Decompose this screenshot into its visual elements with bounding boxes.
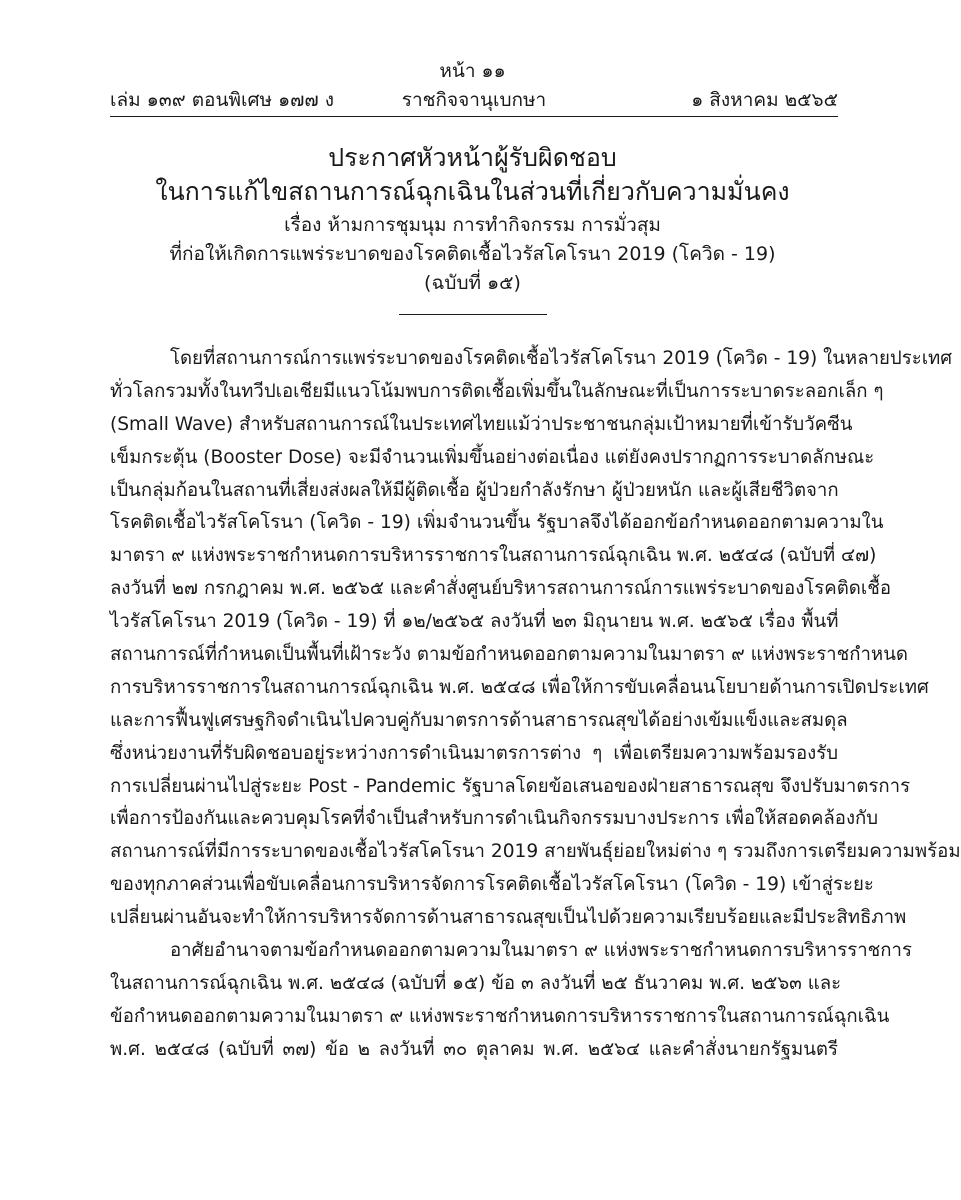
body-line: ซึ่งหน่วยงานที่รับผิดชอบอยู่ระหว่างการดำเนินมาตรการต่าง ๆ เพื่อเตรียมความพร้อมรองรับ xyxy=(110,742,838,764)
subject-line-1: เรื่อง ห้ามการชุมนุม การทำกิจกรรม การมั่วสุม xyxy=(284,214,661,236)
body-line: เข็มกระตุ้น (Booster Dose) จะมีจำนวนเพิ่มขึ้นอย่างต่อเนื่อง แต่ยังคงปรากฏการระบาดลักษณะ xyxy=(110,446,875,468)
header-divider xyxy=(110,116,838,117)
title-line-1: ประกาศหัวหน้าผู้รับผิดชอบ xyxy=(328,143,617,172)
running-header xyxy=(110,87,838,115)
title-line-2: ในการแก้ไขสถานการณ์ฉุกเฉินในส่วนที่เกี่ยวกับความมั่นคง xyxy=(155,177,790,206)
body-line: การบริหารราชการในสถานการณ์ฉุกเฉิน พ.ศ. ๒๕๔๘ เพื่อให้การขับเคลื่อนนโยบายด้านการเปิดประเทศ xyxy=(110,676,929,698)
body-line: พ.ศ. ๒๕๔๘ (ฉบับที่ ๓๗) ข้อ ๒ ลงวันที่ ๓๐ ตุลาคม พ.ศ. ๒๕๖๔ และคำสั่งนายกรัฐมนตรี xyxy=(110,1038,838,1060)
body-line: ลงวันที่ ๒๗ กรกฎาคม พ.ศ. ๒๕๖๕ และคำสั่งศูนย์บริหารสถานการณ์การแพร่ระบาดของโรคติดเชื้อ xyxy=(110,578,891,600)
body-line: การเปลี่ยนผ่านไปสู่ระยะ Post - Pandemic รัฐบาลโดยข้อเสนอของฝ่ายสาธารณสุข จึงปรับมาตรการ xyxy=(110,775,911,797)
body-line: เปลี่ยนผ่านอันจะทำให้การบริหารจัดการด้านสาธารณสุขเป็นไปด้วยความเรียบร้อยและมีประสิทธิภาพ xyxy=(110,907,907,929)
body-line: โรคติดเชื้อไวรัสโคโรนา (โควิด - 19) เพิ่มจำนวนขึ้น รัฐบาลจึงได้ออกข้อกำหนดออกตามความใน xyxy=(110,512,884,534)
body-line: ไวรัสโคโรนา 2019 (โควิด - 19) ที่ ๑๒/๒๕๖๕ ลงวันที่ ๒๓ มิถุนายน พ.ศ. ๒๕๖๕ เรื่อง พื้นที่ xyxy=(110,611,839,633)
body-line: เป็นกลุ่มก้อนในสถานที่เสี่ยงส่งผลให้มีผู้ติดเชื้อ ผู้ป่วยกำลังรักษา ผู้ป่วยหนัก และผู้เสียชีวิตจาก xyxy=(110,479,839,501)
body-paragraph xyxy=(110,343,961,1067)
edition-number: (ฉบับที่ ๑๕) xyxy=(424,272,521,294)
body-line: อาศัยอำนาจตามข้อกำหนดออกตามความในมาตรา ๙ แห่งพระราชกำหนดการบริหารราชการ xyxy=(170,940,912,962)
body-line: ของทุกภาคส่วนเพื่อขับเคลื่อนการบริหารจัดการโรคติดเชื้อไวรัสโคโรนา (โควิด - 19) เข้าสู่ระยะ xyxy=(110,874,874,896)
body-line: ข้อกำหนดออกตามความในมาตรา ๙ แห่งพระราชกำหนดการบริหารราชการในสถานการณ์ฉุกเฉิน xyxy=(110,1005,890,1027)
body-line: มาตรา ๙ แห่งพระราชกำหนดการบริหารราชการในสถานการณ์ฉุกเฉิน พ.ศ. ๒๕๔๘ (ฉบับที่ ๔๗) xyxy=(110,545,877,567)
body-line: สถานการณ์ที่กำหนดเป็นพื้นที่เฝ้าระวัง ตามข้อกำหนดออกตามความในมาตรา ๙ แห่งพระราชกำหนด xyxy=(110,644,908,666)
body-line: ในสถานการณ์ฉุกเฉิน พ.ศ. ๒๕๔๘ (ฉบับที่ ๑๕) ข้อ ๓ ลงวันที่ ๒๕ ธันวาคม พ.ศ. ๒๕๖๓ และ xyxy=(110,972,842,994)
body-line: ทั่วโลกรวมทั้งในทวีปเอเชียมีแนวโน้มพบการติดเชื้อเพิ่มขึ้นในลักษณะที่เป็นการระบาดระลอกเล็ก ๆ xyxy=(110,380,884,402)
body-line: และการฟื้นฟูเศรษฐกิจดำเนินไปควบคู่กับมาตรการด้านสาธารณสุขได้อย่างเข้มแข็งและสมดุล xyxy=(110,709,848,731)
page-number: หน้า ๑๑ xyxy=(439,60,506,82)
body-line: เพื่อการป้องกันและควบคุมโรคที่จำเป็นสำหรับการดำเนินกิจกรรมบางประการ เพื่อให้สอดคล้องกับ xyxy=(110,808,879,830)
body-line: สถานการณ์ที่มีการระบาดของเชื้อไวรัสโคโรนา 2019 สายพันธุ์ย่อยใหม่ต่าง ๆ รวมถึงการเตรียมความพร้อม xyxy=(110,841,961,863)
announcement-title-block xyxy=(0,141,945,315)
subject-line-2: ที่ก่อให้เกิดการแพร่ระบาดของโรคติดเชื้อไวรัสโคโรนา 2019 (โควิด - 19) xyxy=(169,243,776,265)
volume-info: เล่ม ๑๓๙ ตอนพิเศษ ๑๗๗ ง xyxy=(110,89,335,111)
publication-date: ๑ สิงหาคม ๒๕๖๕ xyxy=(691,89,838,111)
publication-name: ราชกิจจานุเบกษา xyxy=(401,89,547,111)
title-divider xyxy=(399,314,547,315)
body-line: (Small Wave) สำหรับสถานการณ์ในประเทศไทยแม้ว่าประชาชนกลุ่มเป้าหมายที่เข้ารับวัคซีน xyxy=(110,413,853,435)
body-line: โดยที่สถานการณ์การแพร่ระบาดของโรคติดเชื้อไวรัสโคโรนา 2019 (โควิด - 19) ในหลายประเทศ xyxy=(170,348,953,369)
